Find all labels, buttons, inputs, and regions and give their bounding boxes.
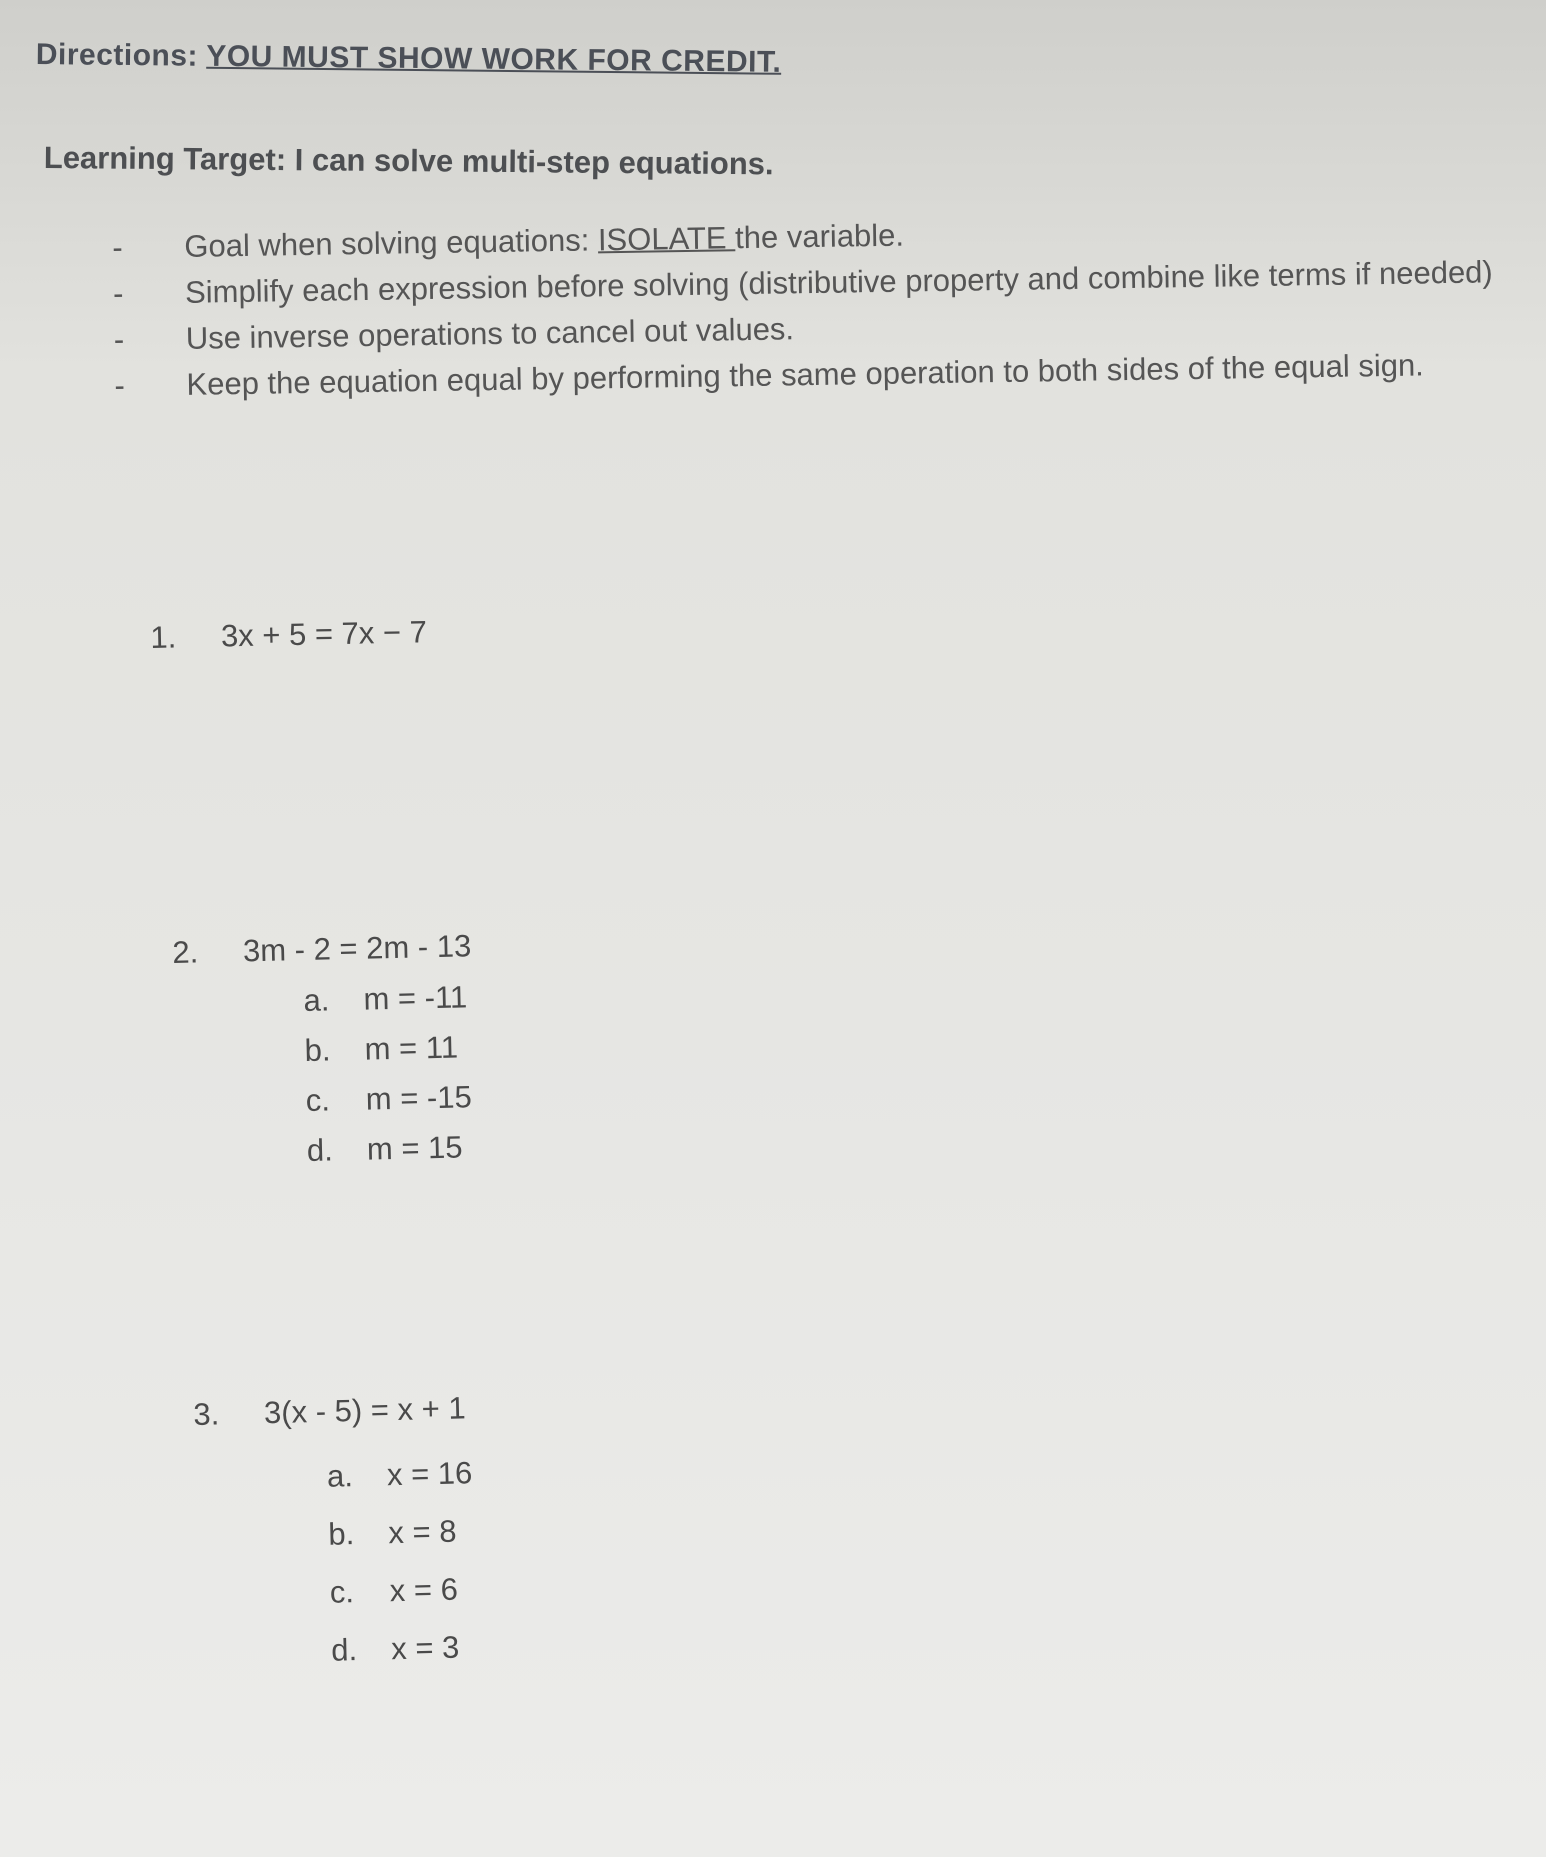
goal-suffix: the variable. [734, 217, 905, 256]
choice-letter: a. [303, 982, 330, 1019]
bullet-dash: - [114, 367, 126, 403]
question-equation: 3(x - 5) = x + 1 [263, 1390, 466, 1431]
directions-line [36, 38, 782, 80]
choice-answer: x = 8 [387, 1513, 457, 1551]
choice-answer: x = 3 [390, 1629, 460, 1667]
answer-choice-c [305, 1072, 475, 1126]
question-1 [150, 614, 427, 656]
choice-answer: m = -15 [365, 1079, 473, 1117]
choice-letter: c. [329, 1574, 355, 1610]
question-3 [193, 1390, 477, 1683]
strategy-item-inverse-text: Use inverse operations to cancel out values. [185, 311, 795, 356]
question-equation: 3m - 2 = 2m - 13 [242, 928, 472, 969]
strategy-list [112, 203, 1515, 409]
choice-letter: c. [305, 1082, 331, 1119]
question-number: 1. [150, 619, 177, 655]
choice-letter: b. [304, 1032, 331, 1069]
choice-answer: x = 6 [389, 1571, 459, 1609]
goal-emphasis: ISOLATE [597, 220, 736, 258]
question-2 [172, 928, 476, 1179]
bullet-dash: - [112, 229, 123, 265]
choice-letter: d. [330, 1632, 358, 1668]
answer-choices [303, 972, 476, 1176]
answer-choice-b [304, 1022, 474, 1076]
strategy-item-simplify-text: Simplify each expression before solving (distributive property and combine like terms if needed) [184, 254, 1493, 310]
choice-letter: b. [327, 1516, 355, 1552]
directions-label: Directions: [35, 38, 199, 73]
answer-choice-c [329, 1560, 476, 1622]
learning-target: Learning Target: I can solve multi-step equations. [43, 140, 774, 182]
choice-answer: m = 15 [366, 1129, 463, 1167]
answer-choice-b [328, 1502, 475, 1564]
directions-text: YOU MUST SHOW WORK FOR CREDIT. [206, 39, 782, 79]
question-number: 2. [172, 934, 199, 970]
answer-choices [326, 1444, 477, 1679]
answer-choice-d [331, 1618, 478, 1680]
bullet-dash: - [113, 321, 125, 357]
choice-answer: x = 16 [386, 1455, 473, 1493]
answer-choice-a [326, 1444, 473, 1506]
choice-letter: a. [326, 1458, 354, 1494]
choice-answer: m = 11 [364, 1029, 459, 1067]
choice-answer: m = -11 [363, 979, 468, 1017]
answer-choice-a [303, 972, 473, 1026]
question-equation: 3x + 5 = 7x − 7 [220, 614, 428, 654]
goal-prefix: Goal when solving equations: [184, 222, 599, 264]
bullet-dash: - [112, 275, 124, 311]
choice-letter: d. [306, 1132, 334, 1168]
strategy-item-balance-text: Keep the equation equal by performing the same operation to both sides of the equal sign. [186, 347, 1425, 402]
answer-choice-d [306, 1122, 476, 1176]
question-number: 3. [193, 1396, 220, 1432]
